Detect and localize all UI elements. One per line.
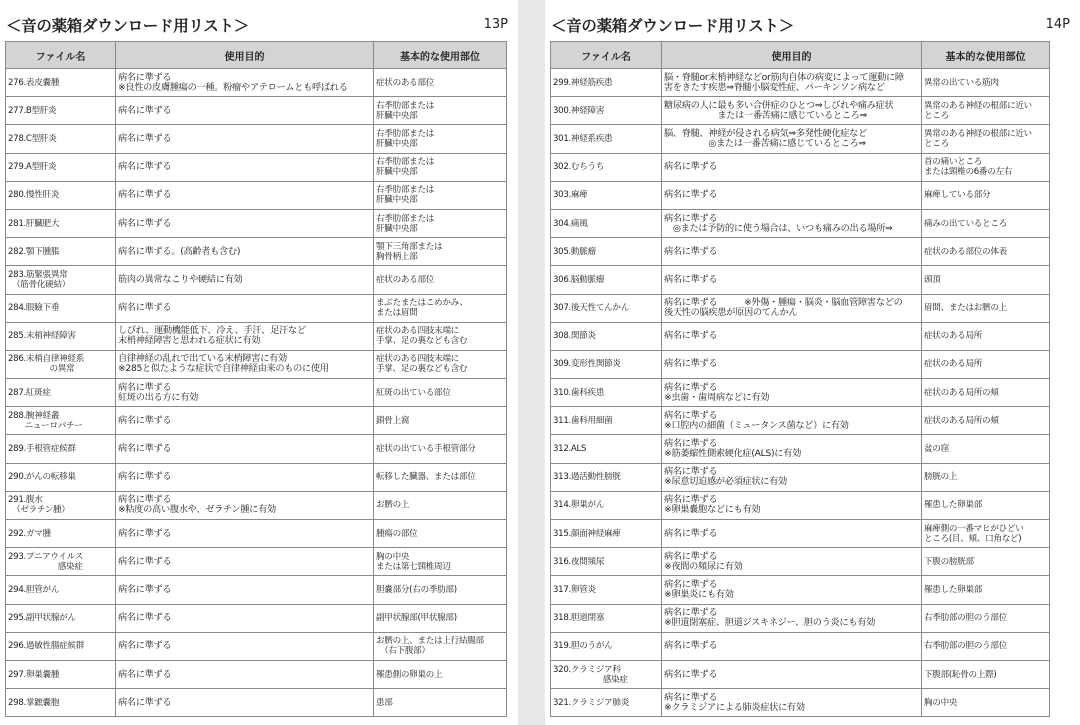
table-row (551, 604, 1050, 632)
file-name-cell: 292.ガマ腫 (6, 520, 116, 548)
body-area-cell: 鎖骨上窩 (374, 407, 507, 435)
file-name-cell: 296.過敏性腸症候群 (6, 632, 116, 660)
file-name-cell: 297.卵巣嚢腫 (6, 660, 116, 688)
table-row (6, 548, 507, 576)
body-area-cell: 膀胱の上 (922, 463, 1050, 491)
body-area-cell: 罹患側の卵巣の上 (374, 660, 507, 688)
header-file-name: ファイル名 (6, 42, 116, 69)
file-name-cell: 321.クラミジア肺炎 (551, 689, 662, 717)
table-row (551, 322, 1050, 350)
table-row (6, 576, 507, 604)
table-row (551, 576, 1050, 604)
page-13 (0, 0, 518, 725)
body-area-cell: 下腹の膀胱部 (922, 548, 1050, 576)
purpose-cell: 病名に準ずる (116, 604, 374, 632)
file-name-cell: 314.卵巣がん (551, 491, 662, 519)
purpose-cell: 病名に準ずる (116, 97, 374, 125)
body-area-cell: 症状のある四肢末端に 手掌、足の裏なども含む (374, 322, 507, 350)
purpose-cell: 病名に準ずる ※尿意切迫感が必須症状に有効 (662, 463, 922, 491)
table-row (6, 632, 507, 660)
body-area-cell: 症状の出ている手根管部分 (374, 435, 507, 463)
download-list-table (5, 41, 507, 717)
purpose-cell: 病名に準ずる (116, 632, 374, 660)
file-name-cell: 313.過活動性膀胱 (551, 463, 662, 491)
file-name-cell: 310.歯科疾患 (551, 379, 662, 407)
purpose-cell: 病名に準ずる ※卵巣炎にも有効 (662, 576, 922, 604)
table-row (6, 435, 507, 463)
table-row (551, 153, 1050, 181)
purpose-cell: 病名に準ずる (662, 520, 922, 548)
body-area-cell: 頭頂 (922, 266, 1050, 294)
page-header (551, 14, 1070, 36)
table-row (6, 491, 507, 519)
table-row (551, 463, 1050, 491)
table-row (551, 97, 1050, 125)
list-title: ＜音の薬箱ダウンロード用リスト＞ (551, 17, 794, 35)
purpose-cell: 病名に準ずる (662, 350, 922, 378)
file-name-cell: 279.A型肝炎 (6, 153, 116, 181)
table-row (6, 520, 507, 548)
list-title: ＜音の薬箱ダウンロード用リスト＞ (6, 17, 249, 35)
purpose-cell: 病名に準ずる (116, 520, 374, 548)
table-row (6, 125, 507, 153)
body-area-cell: 症状のある部位 (374, 69, 507, 97)
table-row (551, 435, 1050, 463)
body-area-cell: 顎下三角部または 胸骨柄上部 (374, 238, 507, 266)
table-row (551, 689, 1050, 717)
table-row (6, 660, 507, 688)
purpose-cell: 病名に準ずる (116, 294, 374, 322)
purpose-cell: 脳、脊髄、神経が侵される病気⇒多発性硬化症など ◎または一番苦痛に感じているところ⇒ (662, 125, 922, 153)
body-area-cell: 罹患した卵巣部 (922, 491, 1050, 519)
table-row (551, 520, 1050, 548)
body-area-cell: お臍の上、または上行結腸部 （右下腹部） (374, 632, 507, 660)
file-name-cell: 278.C型肝炎 (6, 125, 116, 153)
purpose-cell: 病名に準ずる (662, 153, 922, 181)
body-area-cell: 罹患した卵巣部 (922, 576, 1050, 604)
file-name-cell: 295.副甲状腺がん (6, 604, 116, 632)
file-name-cell: 300.神経障害 (551, 97, 662, 125)
file-name-cell: 284.眼瞼下垂 (6, 294, 116, 322)
file-name-cell: 290.がんの転移巣 (6, 463, 116, 491)
table-row (551, 407, 1050, 435)
table-row (551, 69, 1050, 97)
body-area-cell: お臍の上 (374, 491, 507, 519)
purpose-cell: 病名に準ずる ※虫歯・歯周病などに有効 (662, 379, 922, 407)
file-name-cell: 305.動脈瘤 (551, 238, 662, 266)
file-name-cell: 301.神経系疾患 (551, 125, 662, 153)
file-name-cell: 277.B型肝炎 (6, 97, 116, 125)
body-area-cell: 胆嚢部分(右の季肋部) (374, 576, 507, 604)
purpose-cell: 病名に準ずる (116, 548, 374, 576)
body-area-cell: 症状のある局所の頬 (922, 407, 1050, 435)
file-name-cell: 311.歯科用細菌 (551, 407, 662, 435)
body-area-cell: 眉間、またはお臍の上 (922, 294, 1050, 322)
file-name-cell: 320.クラミジア科 感染症 (551, 660, 662, 688)
body-area-cell: 麻痺している部分 (922, 181, 1050, 209)
table-row (6, 153, 507, 181)
body-area-cell: 異常のある神経の根部に近い ところ (922, 97, 1050, 125)
file-name-cell: 283.筋緊張異常 （筋骨化硬結） (6, 266, 116, 294)
table-row (551, 660, 1050, 688)
table-row (551, 548, 1050, 576)
page-gutter (518, 0, 545, 725)
body-area-cell: 異常のある神経の根部に近い ところ (922, 125, 1050, 153)
purpose-cell: 病名に準ずる (662, 266, 922, 294)
download-list-table (550, 41, 1050, 717)
table-row (6, 604, 507, 632)
purpose-cell: 病名に準ずる ※クラミジアによる肺炎症状に有効 (662, 689, 922, 717)
file-name-cell: 293.プニアウイルス 感染症 (6, 548, 116, 576)
body-area-cell: 右季肋部または 肝臓中央部 (374, 125, 507, 153)
table-row (551, 266, 1050, 294)
purpose-cell: 糖尿病の人に最も多い合併症のひとつ⇒しびれや痛み症状 または一番苦痛に感じているところ⇒ (662, 97, 922, 125)
purpose-cell: 病名に準ずる 紅斑の出る方に有効 (116, 379, 374, 407)
file-name-cell: 289.手根管症候群 (6, 435, 116, 463)
purpose-cell: 病名に準ずる (116, 660, 374, 688)
purpose-cell: 病名に準ずる ※夜間の頻尿に有効 (662, 548, 922, 576)
table-row (6, 463, 507, 491)
file-name-cell: 312.ALS (551, 435, 662, 463)
table-row (6, 69, 507, 97)
page-number: 14P (1045, 17, 1070, 32)
file-name-cell: 287.紅斑症 (6, 379, 116, 407)
table-row (6, 294, 507, 322)
file-name-cell: 281.肝臓肥大 (6, 209, 116, 237)
body-area-cell: 盆の窪 (922, 435, 1050, 463)
purpose-cell: 脳・脊髄or末梢神経などor筋肉自体の病変によって運動に障 害をきたす疾患⇒脊髄小脳変性症、パーキンソン病など (662, 69, 922, 97)
file-name-cell: 304.痛風 (551, 209, 662, 237)
table-row (551, 125, 1050, 153)
body-area-cell: 腫瘍の部位 (374, 520, 507, 548)
page-14 (545, 0, 1080, 725)
body-area-cell: 症状のある局所 (922, 322, 1050, 350)
file-name-cell: 299.神経筋疾患 (551, 69, 662, 97)
purpose-cell: 自律神経の乱れで出ている末梢障害に有効 ※285と似たような症状で自律神経由来のものに使用 (116, 350, 374, 378)
table-row (551, 238, 1050, 266)
file-name-cell: 291.腹水 （ゼラチン腫） (6, 491, 116, 519)
table-row (6, 407, 507, 435)
table-header-row (6, 42, 507, 69)
file-name-cell: 276.表皮嚢腫 (6, 69, 116, 97)
body-area-cell: 右季肋部または 肝臓中央部 (374, 97, 507, 125)
purpose-cell: 病名に準ずる ※口腔内の細菌（ミュータンス菌など）に有効 (662, 407, 922, 435)
purpose-cell: 病名に準ずる ※筋萎縮性側索硬化症(ALS)に有効 (662, 435, 922, 463)
purpose-cell: 病名に準ずる (116, 689, 374, 717)
body-area-cell: 紅斑の出ている部位 (374, 379, 507, 407)
purpose-cell: 病名に準ずる ※外傷・腫瘍・脳炎・脳血管障害などの 後天性の脳疾患が原因のてんかん (662, 294, 922, 322)
file-name-cell: 303.麻痺 (551, 181, 662, 209)
purpose-cell: 病名に準ずる (116, 153, 374, 181)
purpose-cell: 病名に準ずる。(高齢者も含む) (116, 238, 374, 266)
header-purpose: 使用目的 (662, 42, 922, 69)
table-row (6, 238, 507, 266)
file-name-cell: 302.むちうち (551, 153, 662, 181)
table-row (551, 181, 1050, 209)
table-row (6, 209, 507, 237)
purpose-cell: 病名に準ずる (662, 181, 922, 209)
file-name-cell: 319.胆のうがん (551, 632, 662, 660)
body-area-cell: 痛みの出ているところ (922, 209, 1050, 237)
body-area-cell: 右季肋部または 肝臓中央部 (374, 181, 507, 209)
page-header (6, 14, 508, 36)
file-name-cell: 309.変形性関節炎 (551, 350, 662, 378)
table-row (6, 350, 507, 378)
header-body-area: 基本的な使用部位 (374, 42, 507, 69)
body-area-cell: 右季肋部の胆のう部位 (922, 632, 1050, 660)
file-name-cell: 315.顔面神経麻痺 (551, 520, 662, 548)
body-area-cell: 胸の中央 (922, 689, 1050, 717)
table-row (6, 181, 507, 209)
body-area-cell: 症状のある局所 (922, 350, 1050, 378)
body-area-cell: 症状のある部位 (374, 266, 507, 294)
body-area-cell: 右季肋部の胆のう部位 (922, 604, 1050, 632)
purpose-cell: 病名に準ずる (116, 407, 374, 435)
table-header-row (551, 42, 1050, 69)
file-name-cell: 298.掌蹠嚢胞 (6, 689, 116, 717)
file-name-cell: 317.卵管炎 (551, 576, 662, 604)
table-row (6, 266, 507, 294)
table-row (6, 689, 507, 717)
page-number: 13P (483, 17, 508, 32)
body-area-cell: 右季肋部または 肝臓中央部 (374, 209, 507, 237)
file-name-cell: 286.末梢自律神経系 の異常 (6, 350, 116, 378)
table-row (551, 491, 1050, 519)
file-name-cell: 282.顎下腫脹 (6, 238, 116, 266)
table-row (6, 97, 507, 125)
body-area-cell: 症状のある四肢末端に 手掌、足の裏なども含む (374, 350, 507, 378)
purpose-cell: 病名に準ずる ※卵巣嚢胞などにも有効 (662, 491, 922, 519)
table-row (551, 632, 1050, 660)
file-name-cell: 288.腕神経叢 ニューロパチー (6, 407, 116, 435)
file-name-cell: 280.慢性肝炎 (6, 181, 116, 209)
body-area-cell: 症状のある局所の頬 (922, 379, 1050, 407)
file-name-cell: 307.後天性てんかん (551, 294, 662, 322)
body-area-cell: 症状のある部位の体表 (922, 238, 1050, 266)
body-area-cell: 右季肋部または 肝臓中央部 (374, 153, 507, 181)
purpose-cell: 筋肉の異常なこりや硬結に有効 (116, 266, 374, 294)
header-file-name: ファイル名 (551, 42, 662, 69)
file-name-cell: 316.夜間頻尿 (551, 548, 662, 576)
table-row (6, 322, 507, 350)
purpose-cell: 病名に準ずる (116, 209, 374, 237)
purpose-cell: 病名に準ずる (662, 632, 922, 660)
purpose-cell: 病名に準ずる ◎または予防的に使う場合は、いつも痛みの出る場所⇒ (662, 209, 922, 237)
body-area-cell: 副甲状腺部(甲状腺部) (374, 604, 507, 632)
table-row (551, 350, 1050, 378)
purpose-cell: 病名に準ずる (116, 181, 374, 209)
table-row (551, 379, 1050, 407)
header-purpose: 使用目的 (116, 42, 374, 69)
purpose-cell: 病名に準ずる ※胆道閉塞症、胆道ジスキネジー、胆のう炎にも有効 (662, 604, 922, 632)
purpose-cell: 病名に準ずる (662, 322, 922, 350)
file-name-cell: 308.関節炎 (551, 322, 662, 350)
body-area-cell: 患部 (374, 689, 507, 717)
body-area-cell: 胸の中央 または第七頸椎周辺 (374, 548, 507, 576)
purpose-cell: 病名に準ずる ※粘度の高い腹水や、ゼラチン腫に有効 (116, 491, 374, 519)
file-name-cell: 294.胆管がん (6, 576, 116, 604)
body-area-cell: 転移した臓器、または部位 (374, 463, 507, 491)
file-name-cell: 318.胆道閉塞 (551, 604, 662, 632)
body-area-cell: 異常の出ている筋肉 (922, 69, 1050, 97)
table-row (551, 209, 1050, 237)
purpose-cell: 病名に準ずる (116, 576, 374, 604)
purpose-cell: 病名に準ずる (662, 238, 922, 266)
purpose-cell: しびれ、運動機能低下、冷え、手汗、足汗など 末梢神経障害と思われる症状に有効 (116, 322, 374, 350)
purpose-cell: 病名に準ずる ※良性の皮膚腫瘍の一種。粉瘤やアテロームとも呼ばれる (116, 69, 374, 97)
purpose-cell: 病名に準ずる (116, 463, 374, 491)
purpose-cell: 病名に準ずる (116, 435, 374, 463)
header-body-area: 基本的な使用部位 (922, 42, 1050, 69)
body-area-cell: まぶたまたはこめかみ、 または眉間 (374, 294, 507, 322)
purpose-cell: 病名に準ずる (116, 125, 374, 153)
body-area-cell: 麻痺側の一番マヒがひどい ところ(目、頬、口角など) (922, 520, 1050, 548)
body-area-cell: 下腹部(恥骨の上際) (922, 660, 1050, 688)
body-area-cell: 首の痛いところ または頸椎の6番の左右 (922, 153, 1050, 181)
table-row (551, 294, 1050, 322)
table-row (6, 379, 507, 407)
file-name-cell: 285.末梢神経障害 (6, 322, 116, 350)
file-name-cell: 306.脳動脈瘤 (551, 266, 662, 294)
purpose-cell: 病名に準ずる (662, 660, 922, 688)
